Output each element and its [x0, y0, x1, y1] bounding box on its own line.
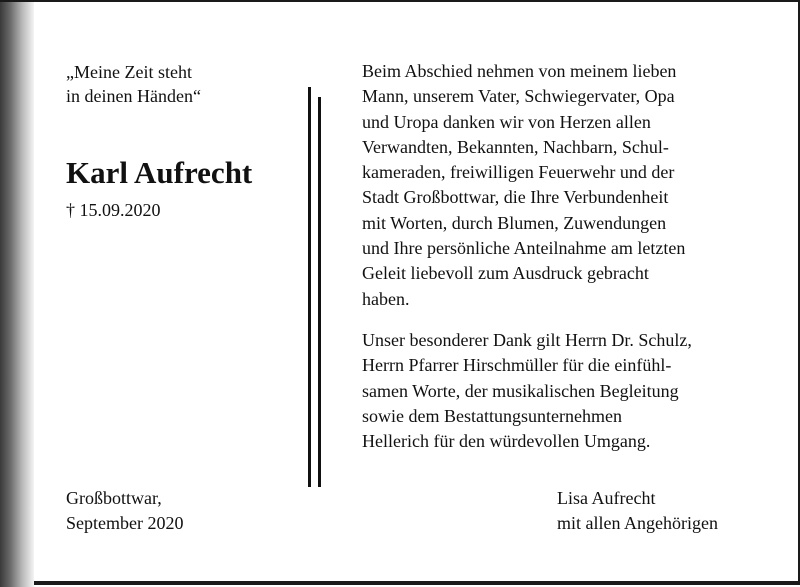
divider-line-right: [318, 97, 321, 487]
death-date: † 15.09.2020: [66, 200, 161, 220]
motto-quote: „Meine Zeit steht in deinen Händen“: [66, 62, 201, 106]
signature: Lisa Aufrecht mit allen Angehörigen: [557, 488, 718, 533]
divider-line-left: [308, 87, 311, 487]
thanks-paragraph: Beim Abschied nehmen von meinem lieben Mann, unserem Vater, Schwiegervater, Opa und Uropa danken wir von Herzen allen Verwandten, Bekannten, Nachbarn, Schul- kameraden, freiwilligen Feuerwehr und der Stadt Großbottwar, die Ihre Verbundenheit mit Worten, durch Blumen, Zuwendungen und Ihre persönliche Anteilnahme am letzten Geleit liebevoll zum Ausdruck gebracht haben.: [362, 61, 686, 309]
deceased-name: Karl Aufrecht: [66, 155, 253, 190]
page-shadow: [0, 2, 34, 587]
special-thanks-paragraph: Unser besonderer Dank gilt Herrn Dr. Schulz, Herrn Pfarrer Hirschmüller für die einfühl- samen Worte, der musikalischen Begleitung sowie dem Bestattungsunternehmen Hellerich für den würdevollen Umgang.: [362, 330, 692, 452]
place-and-date: Großbottwar, September 2020: [66, 488, 184, 533]
